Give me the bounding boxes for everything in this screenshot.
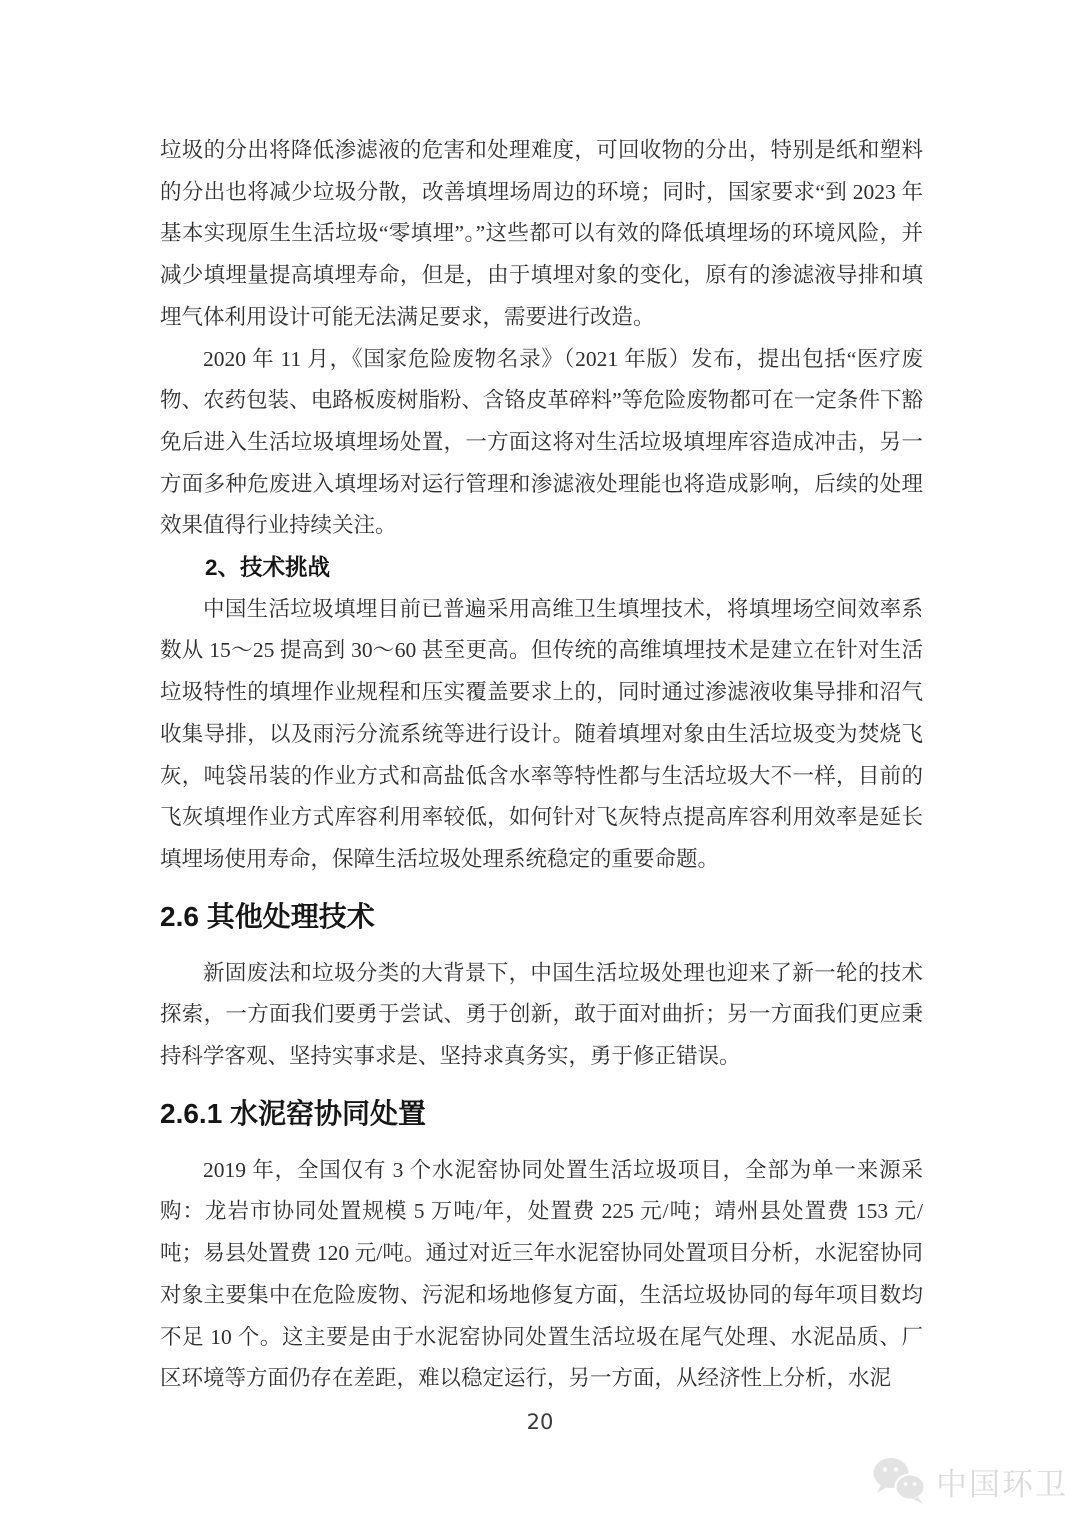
paragraph-cement-kiln: 2019 年，全国仅有 3 个水泥窑协同处置生活垃圾项目，全部为单一来源采购：龙岩市协同处置规模 5 万吨/年，处置费 225 元/吨；靖州县处置费 153 元/吨；易县处置费 120 元/吨。通过对近三年水泥窑协同处置项目分析，水泥窑协同对象主要集中在危险废物、污泥和场地修复方面，生活垃圾协同的每年项目数均不足 10 个。这主要是由于水泥窑协同处置生活垃圾在尾气处理、水泥品质、厂区环境等方面仍存在差距，难以稳定运行，另一方面，从经济性上分析，水泥 — [160, 1157, 923, 1391]
paragraph-technical-challenge: 中国生活垃圾填埋目前已普遍采用高维卫生填埋技术，将填埋场空间效率系数从 15～25 提高到 30～60 甚至更高。但传统的高维填埋技术是建立在针对生活垃圾特性的填埋作业规程和压实覆盖要求上的，同时通过渗滤液收集导排和沼气收集导排，以及雨污分流系统等进行设计。随着填埋对象由生活垃圾变为焚烧飞灰，吨袋吊装的作业方式和高盐低含水率等特性都与生活垃圾大不一样，目前的飞灰填埋作业方式库容利用率较低，如何针对飞灰特点提高库容利用效率是延长填埋场使用寿命，保障生活垃圾处理系统稳定的重要命题。 — [160, 596, 923, 871]
paragraph-new-exploration: 新固废法和垃圾分类的大背景下，中国生活垃圾处理也迎来了新一轮的技术探索，一方面我们要勇于尝试、勇于创新，敢于面对曲折；另一方面我们更应秉持科学客观、坚持实事求是、坚持求真务实，勇于修正错误。 — [160, 960, 923, 1069]
paragraph-hazardous-waste-catalog: 2020 年 11 月，《国家危险废物名录》（2021 年版）发布，提出包括“医疗废物、农药包装、电路板废树脂粉、含铬皮革碎料”等危险废物都可在一定条件下豁免后进入生活垃圾填埋场处置，一方面这将对生活垃圾填埋库容造成冲击，另一方面多种危废进入填埋场对运行管理和渗滤液处理能也将造成影响，后续的处理效果值得行业持续关注。 — [160, 346, 923, 538]
brand-watermark-text: 中国环卫 — [936, 1466, 1068, 1502]
subheading-technical-challenge: 2、技术挑战 — [205, 555, 331, 581]
section-heading-2-6-1: 2.6.1 水泥窑协同处置 — [160, 1097, 427, 1129]
brand-watermark — [870, 1455, 1068, 1507]
paragraph-landfill-risk: 垃圾的分出将降低渗滤液的危害和处理难度，可回收物的分出，特别是纸和塑料的分出也将减少垃圾分散，改善填埋场周边的环境；同时，国家要求“到 2023 年基本实现原生生活垃圾“零填埋”。”这些都可以有效的降低填埋场的环境风险，并减少填埋量提高填埋寿命，但是，由于填埋对象的变化，原有的渗滤液导排和填埋气体利用设计可能无法满足要求，需要进行改造。 — [160, 138, 923, 329]
page-number: 20 — [526, 1410, 554, 1434]
document-body — [160, 0, 923, 1400]
wechat-icon — [870, 1455, 928, 1507]
section-heading-2-6: 2.6 其他处理技术 — [160, 900, 375, 932]
